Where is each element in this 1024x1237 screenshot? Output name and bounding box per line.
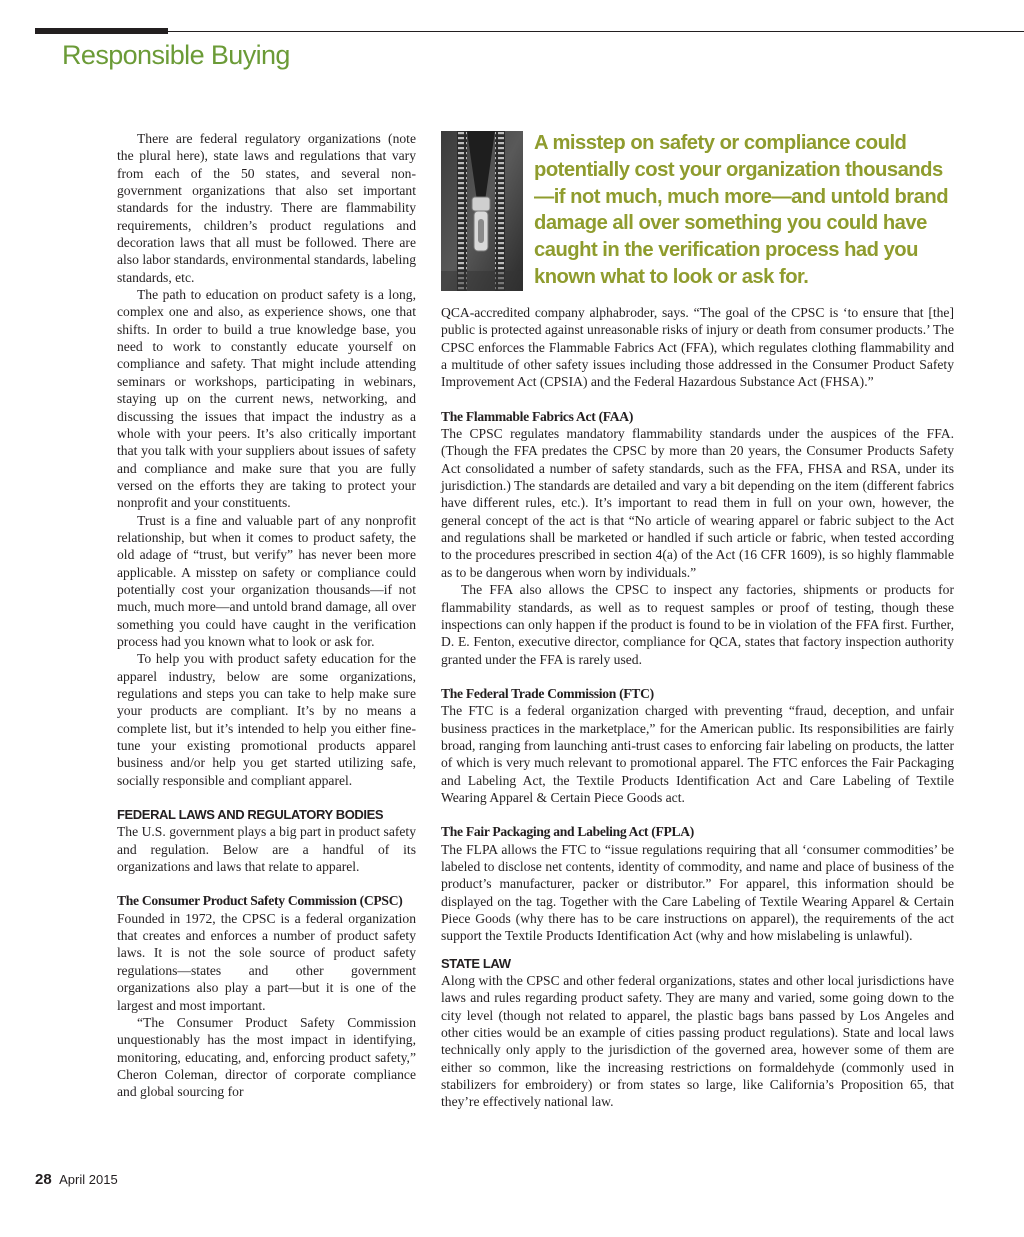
fpla-heading: The Fair Packaging and Labeling Act (FPLA) bbox=[441, 824, 694, 840]
ftc-heading: The Federal Trade Commission (FTC) bbox=[441, 685, 654, 701]
cpsc-heading: The Consumer Product Safety Commission (CPSC) bbox=[117, 893, 403, 909]
page-number: 28 bbox=[35, 1171, 52, 1188]
right-column bbox=[441, 304, 954, 1111]
federal-laws-heading: FEDERAL LAWS AND REGULATORY BODIES bbox=[117, 807, 384, 823]
cpsc-quote-paragraph: “The Consumer Product Safety Commission unquestionably has the most impact in identifying, monitoring, educating, and, enforcing product safety,” Cheron Coleman, director of corporate compliance and global sourcing for bbox=[117, 1014, 416, 1100]
section-title: Responsible Buying bbox=[62, 40, 290, 70]
cpsc-paragraph: Founded in 1972, the CPSC is a federal organization that creates and enforces a number of product safety laws. It is not the sole source of product safety regulations—states and other government organizations also play a part—but it is one of the largest and most important. bbox=[117, 910, 416, 1013]
intro-paragraph: There are federal regulatory organizations (note the plural here), state laws and regulations that vary from each of the 50 states, and several non-government organizations that also set important standards for the industry. There are flammability requirements, children’s product regulations and decoration laws that all must be followed. There are also labor standards, environmental standards, labeling standards, etc. bbox=[117, 131, 416, 285]
education-paragraph: The path to education on product safety is a long, complex one and also, as experience shows, one that shifts. In order to build a true knowledge base, you need to work to constantly educate yourself on compliance and safety. That might include attending seminars or workshops, participating in webinars, staying up on the current news, networking, and discussing the issues that impact the industry as a whole with your peers. It’s also critically important that you talk with your suppliers about issues of safety and compliance and make sure that you are fully versed on the efforts they are taking to protect your nonprofit and your constituents. bbox=[117, 287, 416, 511]
issue-date: April 2015 bbox=[59, 1172, 118, 1187]
page-footer bbox=[35, 1171, 118, 1189]
ffa-heading: The Flammable Fabrics Act (FAA) bbox=[441, 408, 634, 424]
help-paragraph: To help you with product safety education for the apparel industry, below are some organizations, regulations and steps you can take to help make sure your products are compliant. It’s by no means a complete list, but it’s intended to help you either fine-tune your existing promotional products apparel business and/or help you get started utilizing safe, socially responsible and compliant apparel. bbox=[117, 651, 416, 788]
ffa-inspection-paragraph: The FFA also allows the CPSC to inspect any factories, shipments or products for flammability standards, as well as to request samples or proof of testing, though these inspections can only happen if the product is found to be in violation of the FFA first. Further, D. E. Fenton, executive director, compliance for QCA, states that factory inspection authority granted under the FFA is rarely used. bbox=[441, 582, 954, 667]
left-column bbox=[117, 130, 416, 1101]
header-rule-thin bbox=[168, 31, 1024, 32]
ffa-paragraph: The CPSC regulates mandatory flammability standards under the auspices of the FFA. (Though the FFA predates the CPSC by more than 20 years, the Consumer Products Safety Act consolidated a number of safety standards, such as the FFA, FHSA and RSA, under its jurisdiction.) The standards are detailed and vary a bit depending on the item (different fabrics have different rules, etc.). It’s important to read them in full on your own, however, the general concept of the act is that “No article of wearing apparel or fabric subject to the Act and regulations shall be marketed or handled if such article or fabric, when tested according to the procedures prescribed in section 4(a) of the Act (16 CFR 1609), is so highly flammable as to be dangerous when worn by individuals.” bbox=[441, 426, 954, 580]
pull-quote: A misstep on safety or compliance could potentially cost your organization thousands—if not much, much more—and untold brand damage all over something you could have caught in the verification process had you known what to look or ask for. bbox=[534, 132, 949, 288]
continued-paragraph: QCA-accredited company alphabroder, says. “The goal of the CPSC is ‘to ensure that [the] public is protected against unreasonable risks of injury or death from consumer products.’ The CPSC enforces the Flammable Fabrics Act (FFA), which regulates clothing flammability and a multitude of other safety issues including those addressed in the Consumer Product Safety Improvement Act (CPSIA) and the Federal Hazardous Substance Act (FHSA).” bbox=[441, 305, 954, 390]
fpla-paragraph: The FLPA allows the FTC to “issue regulations requiring that all ‘consumer commodities’ be labeled to disclose net contents, identity of commodity, and name and place of business of the product’s manufacturer, packer or distributor.” For apparel, this information should be displayed on the tag. Together with the Care Labeling of Textile Wearing Apparel & Certain Piece Goods (why there has to be care instructions on apparel), the requirements of the act support the Textile Products Identification Act (why and how mislabeling is unlawful). bbox=[441, 841, 954, 944]
ftc-paragraph: The FTC is a federal organization charged with preventing “fraud, deception, and unfair business practices in the marketplace,” for the American public. Its responsibilities are fairly broad, ranging from launching anti-trust cases to enforcing fair labeling on products, the latter of which is very much relevant to promotional apparel. The FTC enforces the Fair Packaging and Labeling Act, the Textile Products Identification Act and Care Labeling of Textile Wearing Apparel & Certain Piece Goods act. bbox=[441, 703, 954, 805]
trust-paragraph: Trust is a fine and valuable part of any nonprofit relationship, but when it comes to product safety, the old adage of “trust, but verify” has never been more applicable. A misstep on safety or compliance could potentially cost your organization thousands—if not much, much more—and untold brand damage, all over something you could have caught in the verification process had you known what to look or ask for. bbox=[117, 512, 416, 649]
state-law-paragraph: Along with the CPSC and other federal organizations, states and other local jurisdictions have laws and rules regarding product safety. They are many and varied, some going down to the city level (though not related to apparel, the plastic bags bans passed by Los Angeles and other cities would be an example of cities passing product regulations). State and local laws technically only apply to the jurisdiction of the governed area, however some of them are either so common, like the increasing restrictions on formaldehyde (commonly used in stabilizers for embroidery) or from states so large, like California’s Proposition 65, that they’re effectively national law. bbox=[441, 973, 954, 1110]
federal-intro-paragraph: The U.S. government plays a big part in product safety and regulation. Below are a handful of its organizations and laws that relate to apparel. bbox=[117, 824, 416, 875]
zipper-photo-icon bbox=[441, 131, 523, 291]
header-rule-thick bbox=[35, 28, 168, 34]
state-law-heading: STATE LAW bbox=[441, 955, 511, 971]
